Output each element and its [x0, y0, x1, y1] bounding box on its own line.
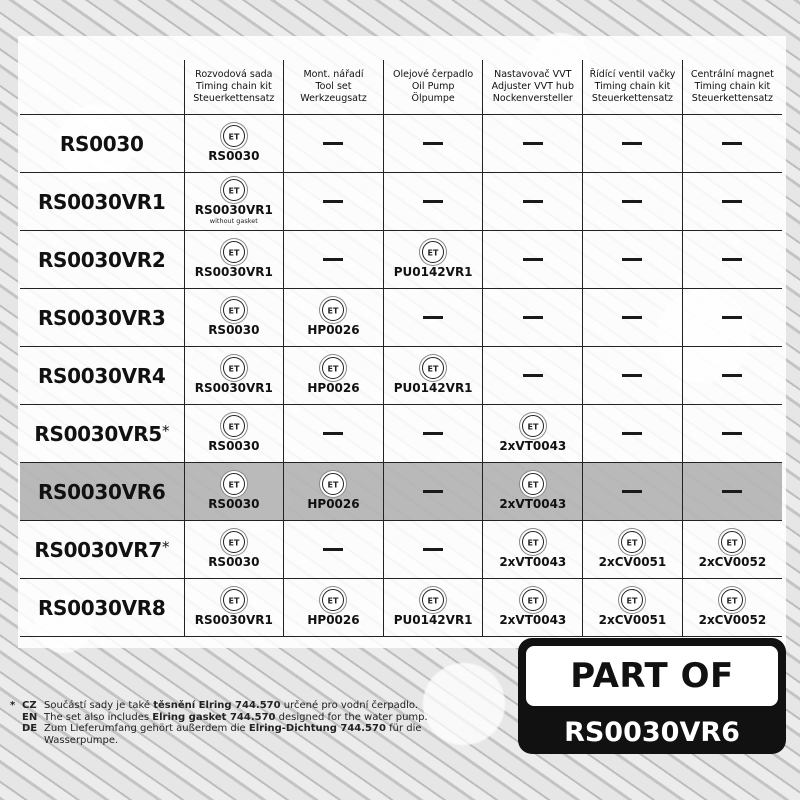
svg-text:ET: ET	[228, 186, 240, 195]
table-cell	[682, 347, 782, 405]
et-logo-icon	[322, 299, 344, 321]
et-logo-icon	[721, 589, 743, 611]
header-cam-control-valve: Řídící ventil vačky Timing chain kit Steuerkettensatz	[583, 60, 683, 115]
table-row	[20, 115, 782, 173]
row-kit-code	[20, 173, 184, 231]
dash-icon	[722, 374, 742, 377]
table-cell	[184, 579, 284, 637]
dash-icon	[622, 490, 642, 493]
table-cell	[184, 115, 284, 173]
part-number: 2xVT0043	[499, 554, 567, 569]
header-timing-chain-kit: Rozvodová sada Timing chain kit Steuerkettensatz	[184, 60, 284, 115]
dash-icon	[622, 200, 642, 203]
dash-icon	[523, 316, 543, 319]
kit-code-text: RS0030VR4	[37, 363, 166, 388]
et-logo-icon	[422, 357, 444, 379]
footnote-text-de: Zum Lieferumfang gehört außerdem die Elring-Dichtung 744.570 für die Wasserpumpe.	[44, 723, 422, 746]
footnote-asterisk: *	[10, 700, 16, 711]
table-cell	[284, 521, 384, 579]
header-row	[20, 60, 782, 115]
part-number: HP0026	[307, 612, 360, 627]
table-cell	[383, 231, 483, 289]
kit-asterisk: *	[161, 537, 170, 556]
svg-text:ET: ET	[626, 596, 638, 605]
dash-icon	[523, 374, 543, 377]
kit-code-text: RS0030VR3	[37, 305, 166, 330]
footnote	[10, 700, 480, 746]
table-cell	[583, 173, 683, 231]
dash-icon	[622, 142, 642, 145]
table-cell	[682, 463, 782, 521]
table-cell	[284, 231, 384, 289]
row-kit-code	[20, 463, 184, 521]
svg-text:ET: ET	[726, 538, 738, 547]
table-cell	[483, 173, 583, 231]
dash-icon	[323, 142, 343, 145]
et-logo-icon	[322, 357, 344, 379]
part-number: 2xVT0043	[499, 496, 567, 511]
row-kit-code	[20, 231, 184, 289]
table-cell	[383, 463, 483, 521]
dash-icon	[722, 200, 742, 203]
dash-icon	[722, 432, 742, 435]
part-number: PU0142VR1	[393, 264, 473, 279]
dash-icon	[423, 200, 443, 203]
table-cell	[284, 579, 384, 637]
table-row	[20, 231, 782, 289]
dash-icon	[722, 258, 742, 261]
table-cell	[583, 347, 683, 405]
et-logo-icon	[322, 589, 344, 611]
table-row	[20, 289, 782, 347]
dash-icon	[523, 258, 543, 261]
header-central-magnet: Centrální magnet Timing chain kit Steuerkettensatz	[682, 60, 782, 115]
table-cell	[583, 231, 683, 289]
table-cell	[383, 521, 483, 579]
svg-text:ET: ET	[328, 480, 339, 489]
part-number: RS0030VR1	[194, 380, 273, 395]
part-number: PU0142VR1	[393, 380, 473, 395]
part-of-badge	[518, 638, 786, 754]
part-number: HP0026	[307, 496, 360, 511]
dash-icon	[622, 316, 642, 319]
kit-code-text: RS0030VR7	[34, 537, 162, 562]
table-cell	[483, 231, 583, 289]
table-row	[20, 463, 782, 521]
svg-text:ET: ET	[626, 538, 638, 547]
dash-icon	[423, 548, 443, 551]
lang-code-de: DE	[22, 723, 38, 734]
dash-icon	[523, 142, 543, 145]
et-logo-icon	[522, 473, 544, 495]
header-tool-set: Mont. nářadí Tool set Werkzeugsatz	[284, 60, 384, 115]
table-cell	[184, 231, 284, 289]
table-cell	[184, 405, 284, 463]
part-number: RS0030	[208, 322, 260, 337]
table-cell	[483, 521, 583, 579]
table-cell	[184, 289, 284, 347]
table-cell	[383, 289, 483, 347]
table-cell	[682, 173, 782, 231]
svg-text:ET: ET	[427, 596, 439, 605]
svg-text:ET: ET	[328, 306, 339, 315]
svg-text:ET: ET	[726, 596, 738, 605]
table-cell	[383, 115, 483, 173]
part-number: 2xCV0051	[598, 612, 667, 627]
dash-icon	[622, 432, 642, 435]
table-cell	[383, 173, 483, 231]
footnote-en	[10, 712, 480, 724]
svg-text:ET: ET	[228, 480, 240, 489]
part-number: PU0142VR1	[393, 612, 473, 627]
svg-text:ET: ET	[228, 306, 240, 315]
table-cell	[184, 173, 284, 231]
part-number: 2xCV0052	[698, 612, 767, 627]
part-number: RS0030	[208, 438, 260, 453]
header-oil-pump: Olejové čerpadlo Oil Pump Ölpumpe	[383, 60, 483, 115]
et-logo-icon	[223, 473, 245, 495]
svg-text:ET: ET	[228, 422, 240, 431]
table-cell	[284, 347, 384, 405]
kit-asterisk: *	[161, 421, 170, 440]
svg-text:ET: ET	[527, 538, 539, 547]
svg-text:ET: ET	[328, 596, 339, 605]
part-number: HP0026	[307, 322, 360, 337]
table-cell	[483, 463, 583, 521]
dash-icon	[323, 548, 343, 551]
table-cell	[583, 289, 683, 347]
et-logo-icon	[422, 241, 444, 263]
table-cell	[583, 521, 683, 579]
row-kit-code	[20, 289, 184, 347]
part-number: RS0030VR1	[194, 612, 273, 627]
svg-text:ET: ET	[427, 364, 439, 373]
row-kit-code	[20, 521, 184, 579]
et-logo-icon	[522, 531, 544, 553]
table-cell	[284, 405, 384, 463]
lang-code-en: EN	[22, 711, 38, 723]
table-cell	[682, 231, 782, 289]
table-cell	[583, 579, 683, 637]
et-logo-icon	[522, 589, 544, 611]
et-logo-icon	[522, 415, 544, 437]
table-row	[20, 579, 782, 637]
dash-icon	[423, 316, 443, 319]
table-cell	[383, 579, 483, 637]
dash-icon	[622, 374, 642, 377]
et-logo-icon	[223, 241, 245, 263]
table-cell	[184, 347, 284, 405]
table-cell	[284, 173, 384, 231]
table-cell	[583, 115, 683, 173]
svg-text:ET: ET	[228, 132, 240, 141]
footnote-cz	[10, 700, 480, 712]
table-cell	[284, 289, 384, 347]
part-number: RS0030	[208, 554, 260, 569]
dash-icon	[622, 258, 642, 261]
table-body	[20, 115, 782, 637]
kit-code-text: RS0030VR1	[37, 189, 166, 214]
part-number: 2xCV0051	[598, 554, 667, 569]
part-number: RS0030	[208, 148, 260, 163]
table-cell	[483, 579, 583, 637]
svg-text:ET: ET	[527, 422, 539, 431]
part-number: RS0030VR1	[194, 264, 273, 279]
part-note: without gasket	[209, 216, 258, 225]
dash-icon	[722, 316, 742, 319]
table-cell	[184, 463, 284, 521]
footnote-text-cz: Součástí sady je také těsnění Elring 744.570 určené pro vodní čerpadlo.	[44, 700, 419, 711]
table-cell	[682, 405, 782, 463]
et-logo-icon	[223, 125, 245, 147]
table-cell	[682, 115, 782, 173]
dash-icon	[722, 490, 742, 493]
svg-text:ET: ET	[228, 596, 240, 605]
table-cell	[483, 115, 583, 173]
kit-code-text: RS0030VR2	[37, 247, 166, 272]
svg-text:ET: ET	[527, 480, 539, 489]
table-cell	[583, 463, 683, 521]
table-cell	[682, 289, 782, 347]
kit-code-text: RS0030VR8	[37, 595, 166, 620]
svg-text:ET: ET	[527, 596, 539, 605]
badge-part-of-label: PART OF	[526, 646, 778, 706]
lang-code-cz: CZ	[22, 700, 37, 711]
dash-icon	[423, 142, 443, 145]
svg-text:ET: ET	[228, 248, 240, 257]
svg-text:ET: ET	[427, 248, 439, 257]
header-corner	[20, 60, 184, 115]
table-cell	[583, 405, 683, 463]
table-cell	[682, 521, 782, 579]
table-row	[20, 173, 782, 231]
table-cell	[284, 115, 384, 173]
table-cell	[383, 347, 483, 405]
row-kit-code	[20, 579, 184, 637]
kit-code-text: RS0030VR5	[34, 421, 162, 446]
dash-icon	[523, 200, 543, 203]
part-number: HP0026	[307, 380, 360, 395]
et-logo-icon	[223, 299, 245, 321]
svg-text:ET: ET	[228, 538, 240, 547]
et-logo-icon	[223, 415, 245, 437]
dash-icon	[323, 200, 343, 203]
table-row	[20, 521, 782, 579]
et-logo-icon	[223, 179, 245, 201]
row-kit-code	[20, 115, 184, 173]
table-cell	[284, 463, 384, 521]
svg-text:ET: ET	[228, 364, 240, 373]
dash-icon	[722, 142, 742, 145]
svg-text:ET: ET	[328, 364, 339, 373]
et-logo-icon	[621, 589, 643, 611]
table-cell	[682, 579, 782, 637]
et-logo-icon	[223, 589, 245, 611]
table-cell	[483, 405, 583, 463]
part-number: 2xVT0043	[499, 438, 567, 453]
table-cell	[483, 347, 583, 405]
footnote-de	[10, 723, 480, 746]
table-row	[20, 347, 782, 405]
badge-kit-code: RS0030VR6	[564, 716, 740, 748]
table-cell	[383, 405, 483, 463]
part-number: 2xVT0043	[499, 612, 567, 627]
dash-icon	[323, 432, 343, 435]
kit-code-text: RS0030VR6	[37, 479, 166, 504]
part-number: RS0030VR1	[194, 202, 273, 217]
dash-icon	[323, 258, 343, 261]
table-row	[20, 405, 782, 463]
et-logo-icon	[621, 531, 643, 553]
table-cell	[184, 521, 284, 579]
row-kit-code	[20, 347, 184, 405]
et-logo-icon	[422, 589, 444, 611]
footnote-text-en: The set also includes Elring gasket 744.570 designed for the water pump.	[44, 711, 428, 723]
row-kit-code	[20, 405, 184, 463]
table-cell	[483, 289, 583, 347]
part-number: RS0030	[208, 496, 260, 511]
et-logo-icon	[721, 531, 743, 553]
et-logo-icon	[223, 357, 245, 379]
parts-table	[20, 60, 782, 637]
kit-code-text: RS0030	[59, 131, 144, 156]
dash-icon	[423, 432, 443, 435]
part-number: 2xCV0052	[698, 554, 767, 569]
header-vvt-adjuster: Nastavovač VVT Adjuster VVT hub Nockenversteller	[483, 60, 583, 115]
et-logo-icon	[322, 473, 344, 495]
et-logo-icon	[223, 531, 245, 553]
dash-icon	[423, 490, 443, 493]
